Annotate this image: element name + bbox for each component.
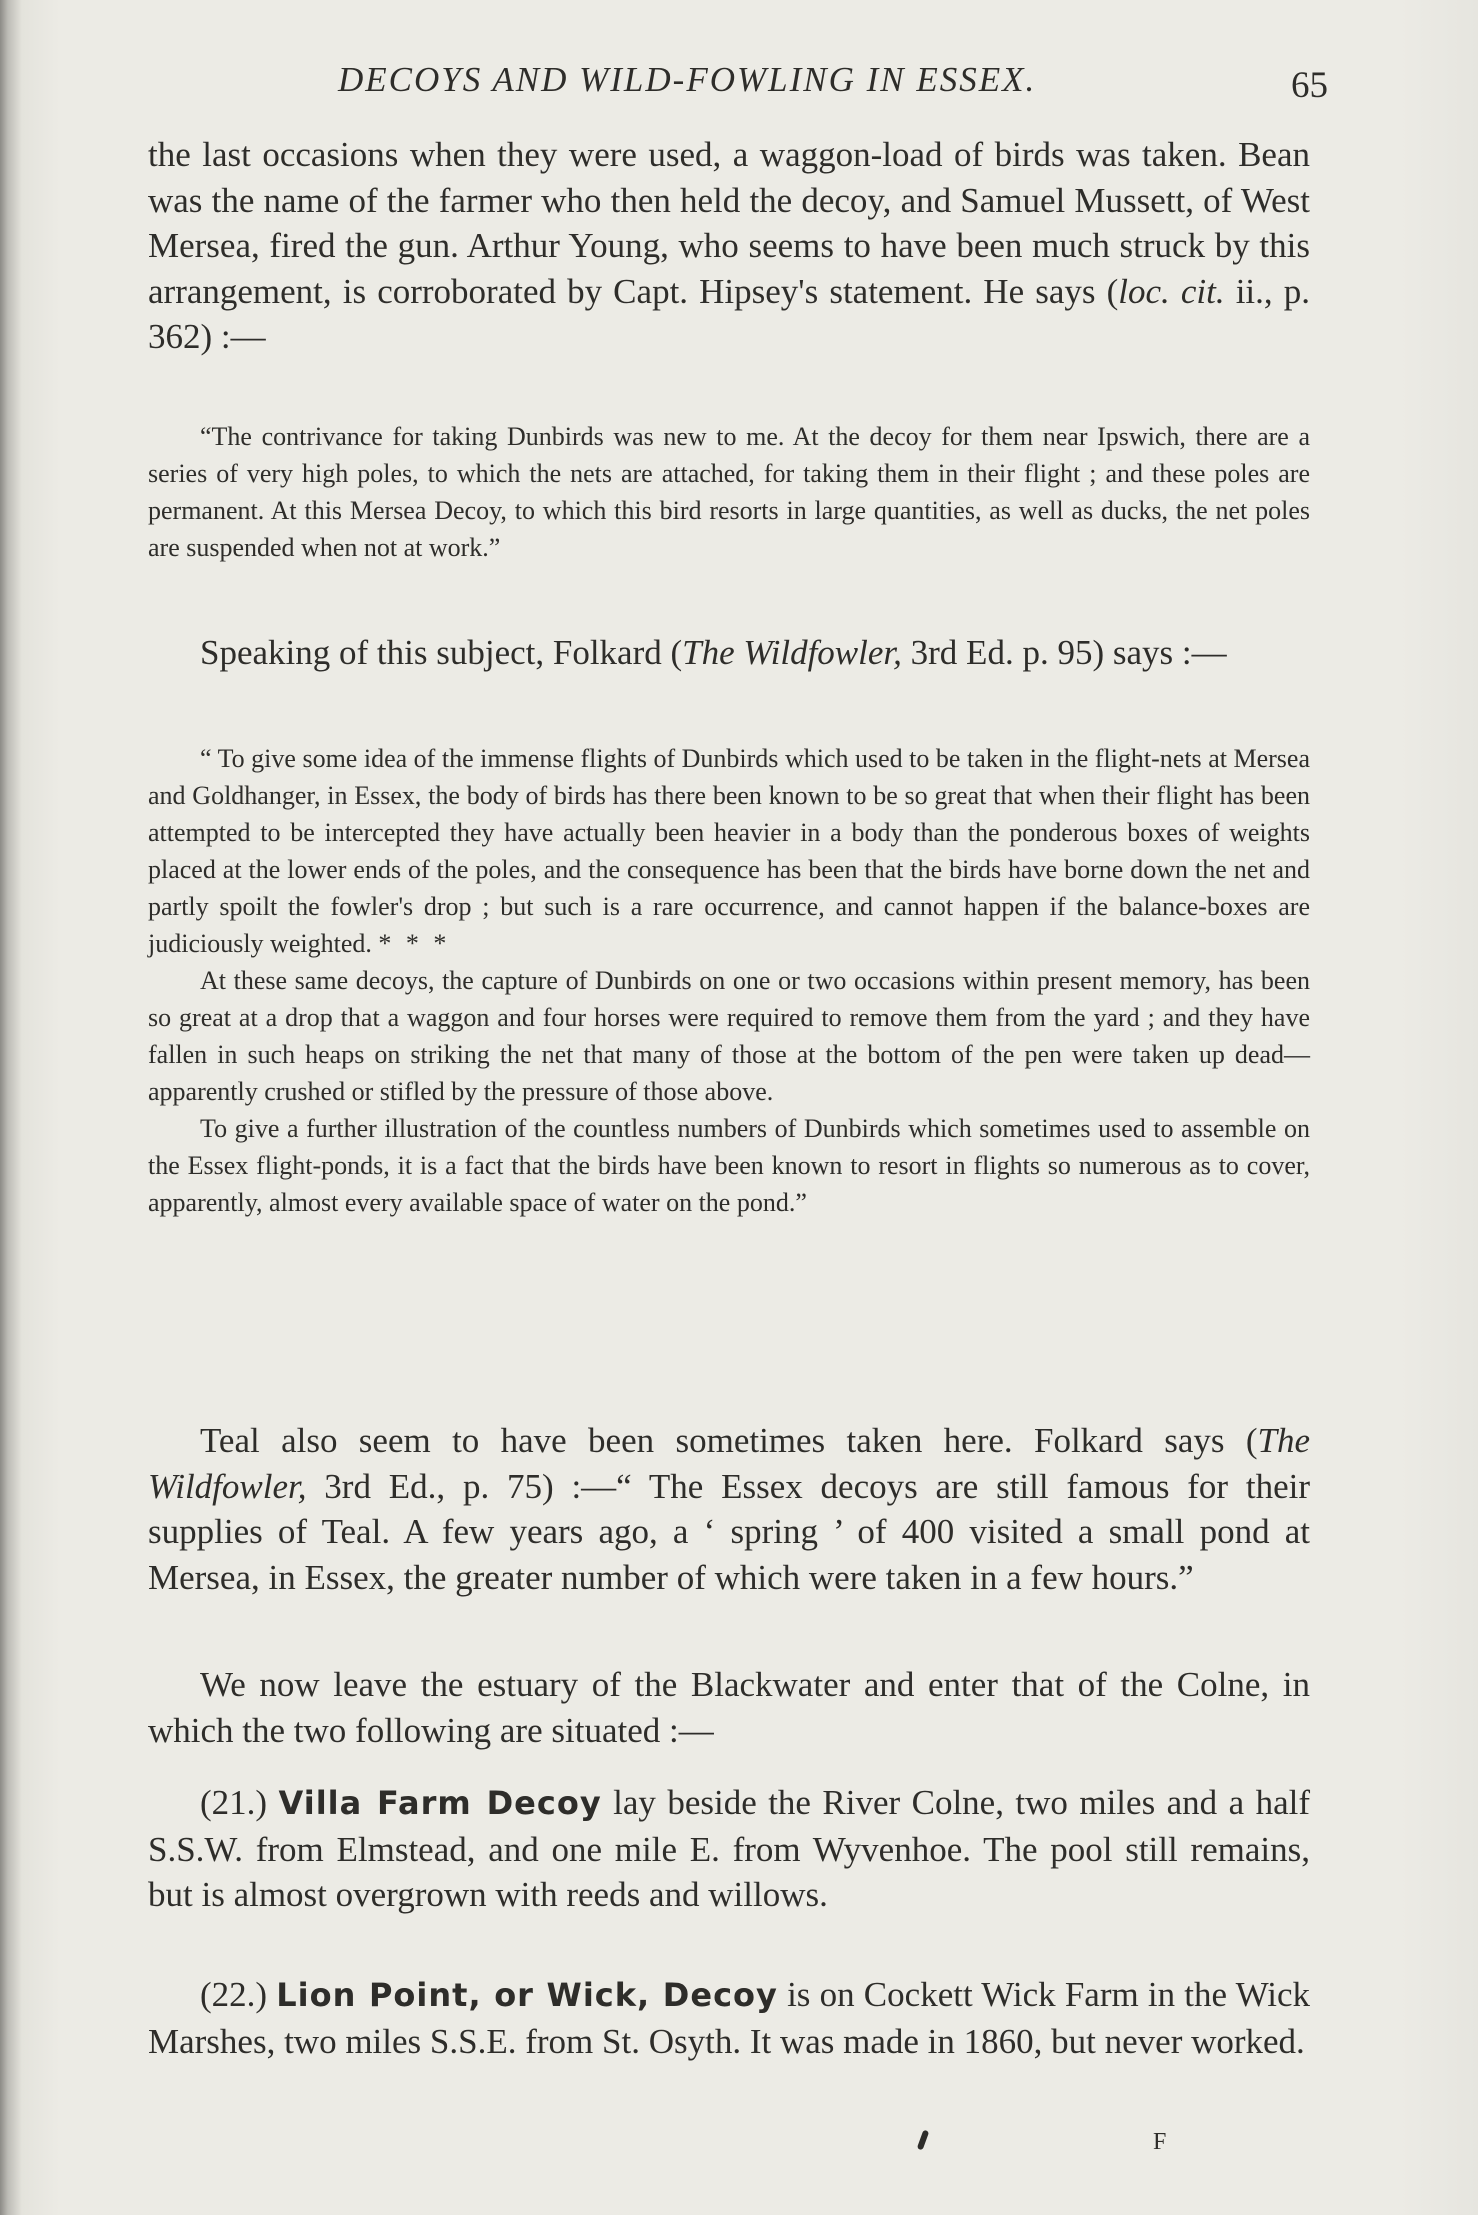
quote-arthur-young bbox=[148, 418, 1310, 566]
paragraph-text: the last occasions when they were used, a waggon-load of birds was taken. Bean was the name of the farmer who then held the decoy, and Samuel Mussett, of West Mersea, fired the gun. Arthur Young, who seems to have been much struck by this arrangement, is corroborated by Capt. Hipsey's statement. He says ( bbox=[148, 135, 1310, 311]
entry-number: (21.) bbox=[200, 1783, 268, 1822]
paragraph-text: Teal also seem to have been sometimes taken here. Folkard says ( bbox=[200, 1421, 1258, 1460]
paragraph-folkard-intro bbox=[148, 630, 1310, 676]
quote-text: “The contrivance for taking Dunbirds was new to me. At the decoy for them near Ipswich, there are a series of very high poles, to which the nets are attached, for taking them in their flight ; and these poles are permanent. At this Mersea Decoy, to which this bird resorts in large quantities, as well as ducks, the net poles are suspended when not at work.” bbox=[148, 422, 1310, 562]
paragraph-colne bbox=[148, 1662, 1310, 1753]
paragraph-text: We now leave the estuary of the Blackwater and enter that of the Colne, in which the two following are situated :— bbox=[148, 1665, 1310, 1750]
signature-mark: F bbox=[1153, 2129, 1167, 2155]
paragraph-text-after: 3rd Ed., p. 75) :—“ The Essex decoys are still famous for their supplies of Teal. A few years ago, a ‘ spring ’ of 400 visited a small pond at Mersea, in Essex, the greater number of which were taken in a few hours.” bbox=[148, 1466, 1310, 1597]
entry-name: Lion Point, or Wick, Decoy bbox=[276, 1976, 778, 2014]
running-title: DECOYS AND WILD-FOWLING IN ESSEX. bbox=[338, 60, 1037, 99]
quote-paragraph-2: At these same decoys, the capture of Dunbirds on one or two occasions within present memory, has been so great at a drop that a waggon and four horses were required to remove them from the yard ; and they have fallen in such heaps on striking the net that many of those at the bottom of the pen were taken up dead—apparently crushed or stifled by the pressure of those above. bbox=[148, 966, 1310, 1106]
entry-number: (22.) bbox=[200, 1975, 268, 2014]
citation: loc. cit. bbox=[1118, 271, 1225, 311]
paragraph-text-after: 3rd Ed. p. 95) says :— bbox=[901, 633, 1227, 672]
paragraph-text-after: ii., p. 362) :— bbox=[148, 271, 1310, 356]
paragraph-teal bbox=[148, 1418, 1310, 1600]
book-title: The Wildfowler, bbox=[148, 1421, 1310, 1506]
entry-lion-point-decoy bbox=[148, 1972, 1310, 2064]
quote-folkard bbox=[148, 740, 1310, 1221]
quote-paragraph-3: To give a further illustration of the countless numbers of Dunbirds which sometimes used to assemble on the Essex flight-ponds, it is a fact that the birds have been known to resort in flights so numerous as to cover, apparently, almost every available space of water on the pond.” bbox=[148, 1114, 1310, 1217]
page-header bbox=[150, 52, 1358, 112]
entry-villa-farm-decoy bbox=[148, 1780, 1310, 1918]
ink-mark bbox=[917, 2130, 929, 2151]
page-number: 65 bbox=[1291, 65, 1328, 106]
entry-text: lay beside the River Colne, two miles and a half S.S.W. from Elmstead, and one mile E. from Wyvenhoe. The pool still remains, but is almost overgrown with reeds and willows. bbox=[148, 1783, 1311, 1914]
ellipsis-stars: * * * bbox=[378, 929, 451, 958]
entry-text: is on Cockett Wick Farm in the Wick Marshes, two miles S.S.E. from St. Osyth. It was made in 1860, but never worked. bbox=[148, 1975, 1311, 2061]
paragraph-text: Speaking of this subject, Folkard ( bbox=[200, 633, 683, 672]
book-title: The Wildfowler, bbox=[682, 633, 902, 672]
quote-paragraph-1: “ To give some idea of the immense flights of Dunbirds which used to be taken in the flight-nets at Mersea and Goldhanger, in Essex, the body of birds has there been known to be so great that when their flight has been attempted to be intercepted they have actually been heavier in a body than the ponderous boxes of weights placed at the lower ends of the poles, and the consequence has been that the birds have borne down the net and partly spoilt the fowler's drop ; but such is a rare occurrence, and cannot happen if the balance-boxes are judiciously weighted. bbox=[148, 744, 1310, 958]
paragraph-waggon-load bbox=[148, 132, 1310, 360]
entry-name: Villa Farm Decoy bbox=[278, 1784, 602, 1822]
